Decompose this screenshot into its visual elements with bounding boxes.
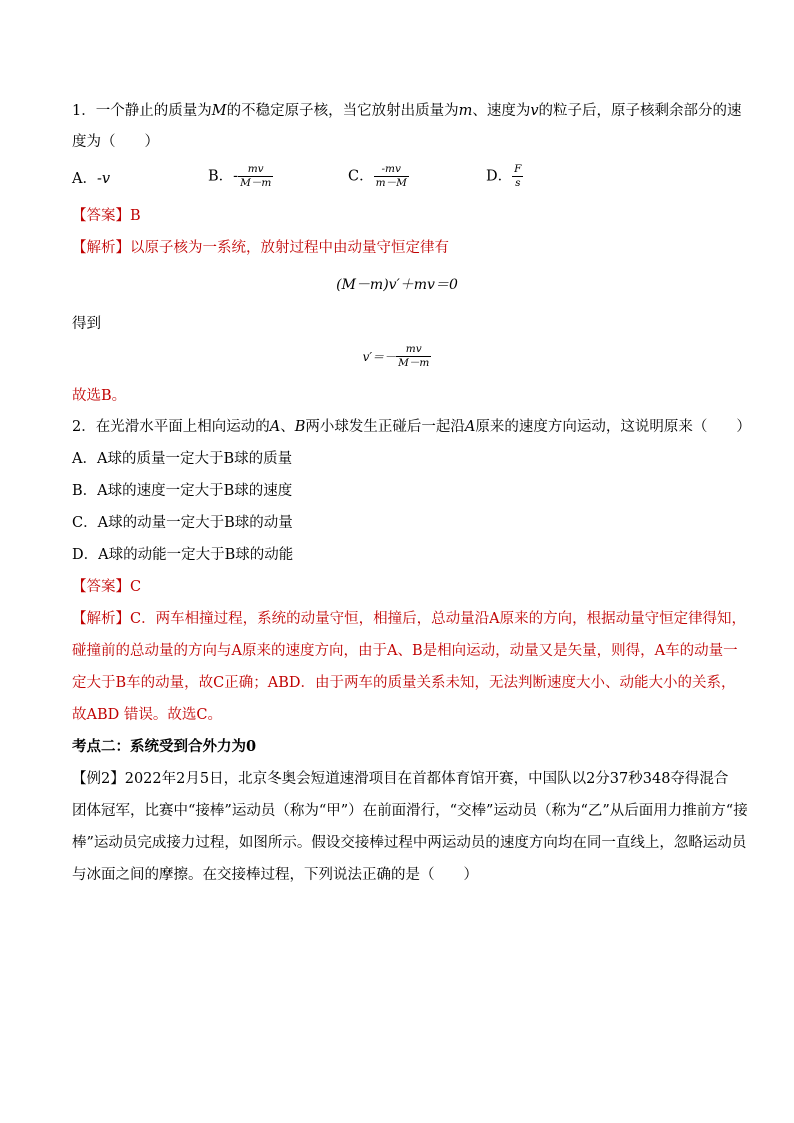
q2-answer (72, 577, 141, 597)
numerator: mv (247, 163, 264, 175)
analysis-label: 【解析】 (72, 611, 130, 627)
q2-analysis-line1 (72, 609, 746, 629)
q2-analysis-line4 (72, 705, 222, 725)
q2-option-b (72, 481, 292, 501)
option-text: C．A球的动量一定大于B球的动量 (72, 515, 293, 531)
q1-derive-label (72, 314, 101, 334)
text: 【例2】2022年2月5日，北京冬奥会短道速滑项目在首都体育馆开赛，中国队以2分37秒348夺得混合 (72, 771, 729, 787)
analysis-text: 以原子核为一系统，放射过程中由动量守恒定律有 (130, 240, 449, 256)
answer-text: 【答案】C (72, 579, 142, 595)
var-M: M (211, 103, 227, 119)
denominator: M－m (240, 177, 272, 189)
denominator: M－m (398, 357, 430, 369)
option-label: C． (348, 168, 374, 185)
q1-stem-line1 (72, 101, 742, 121)
text: 原来的速度方向运动，这说明原来（ ） (475, 419, 751, 435)
q2-option-a (72, 449, 292, 469)
numerator: mv (405, 343, 422, 355)
numerator: -mv (381, 163, 401, 175)
text: 1．一个静止的质量为 (72, 103, 212, 119)
example2-line3 (72, 833, 746, 853)
option-label: A． (72, 171, 97, 187)
text: 两小球发生正碰后一起沿 (305, 419, 465, 435)
option-value: -v (96, 171, 111, 187)
option-label: D． (486, 168, 513, 185)
fraction (238, 163, 273, 190)
q2-option-c (72, 513, 293, 533)
q1-option-b (208, 163, 273, 190)
text: 度为（ ） (72, 134, 159, 150)
text: 的粒子后，原子核剩余部分的速 (538, 103, 742, 119)
analysis-text: 定大于B车的动量，故C正确；ABD．由于两车的质量关系未知，无法判断速度大小、动能大小的关系， (72, 675, 736, 691)
text: 、速度为 (472, 103, 531, 119)
q1-answer (72, 206, 141, 226)
var-v: v (530, 103, 539, 119)
denominator: s (512, 176, 523, 190)
option-text: B．A球的速度一定大于B球的速度 (72, 483, 293, 499)
q1-option-c (348, 163, 409, 190)
text: 故选B。 (72, 388, 127, 404)
denominator: m－M (375, 177, 407, 189)
option-text: D．A球的动能一定大于B球的动能 (72, 547, 294, 563)
example2-line4 (72, 865, 478, 885)
var-A: A (269, 419, 281, 435)
fraction (396, 343, 431, 370)
numerator: F (514, 163, 522, 175)
text: 团体冠军，比赛中“接棒”运动员（称为“甲”）在前面滑行，“交棒”运动员（称为“乙”从后面用力推前方“接 (72, 803, 748, 819)
section-heading (72, 737, 256, 757)
q2-analysis-line2 (72, 641, 738, 661)
analysis-text: C．两车相撞过程，系统的动量守恒，相撞后，总动量沿A原来的方向，根据动量守恒定律得知， (130, 611, 747, 627)
section-title: 考点二：系统受到合外力为0 (72, 738, 257, 755)
q1-conclusion (72, 386, 126, 406)
var-B: B (294, 419, 306, 435)
example2-line1 (72, 769, 728, 789)
equation-lhs: v′＝－ (362, 350, 397, 364)
var-A: A (464, 419, 476, 435)
equation: (M－m)v′＋mv＝0 (336, 277, 458, 293)
q1-stem-line2 (72, 132, 159, 152)
q2-stem (72, 417, 751, 437)
analysis-text: 碰撞前的总动量的方向与A原来的速度方向，由于A、B是相向运动，动量又是矢量，则得，A车的动量一 (72, 643, 738, 659)
text: 得到 (72, 316, 101, 332)
option-text: A．A球的质量一定大于B球的质量 (72, 451, 293, 467)
q1-option-a (72, 169, 110, 189)
q2-analysis-line3 (72, 673, 736, 693)
analysis-text: 故ABD 错误。故选C。 (72, 707, 222, 723)
text: 、 (280, 419, 295, 435)
example2-line2 (72, 801, 748, 821)
q1-analysis (72, 238, 449, 258)
text: 与冰面之间的摩擦。在交接棒过程，下列说法正确的是（ ） (72, 867, 478, 883)
q1-option-d (486, 163, 523, 190)
var-m: m (458, 103, 473, 119)
q2-option-d (72, 545, 293, 565)
text: 2．在光滑水平面上相向运动的 (72, 419, 270, 435)
analysis-label: 【解析】 (72, 240, 130, 256)
fraction (512, 163, 523, 190)
text: 的不稳定原子核，当它放射出质量为 (226, 103, 459, 119)
q1-equation-1 (0, 274, 794, 294)
text: 棒”运动员完成接力过程，如图所示。假设交接棒过程中两运动员的速度方向均在同一直线上，忽略运动员 (72, 835, 747, 851)
option-label: B．- (208, 168, 239, 185)
fraction (374, 163, 409, 190)
q1-equation-2 (0, 343, 794, 370)
answer-text: 【答案】B (72, 208, 141, 224)
